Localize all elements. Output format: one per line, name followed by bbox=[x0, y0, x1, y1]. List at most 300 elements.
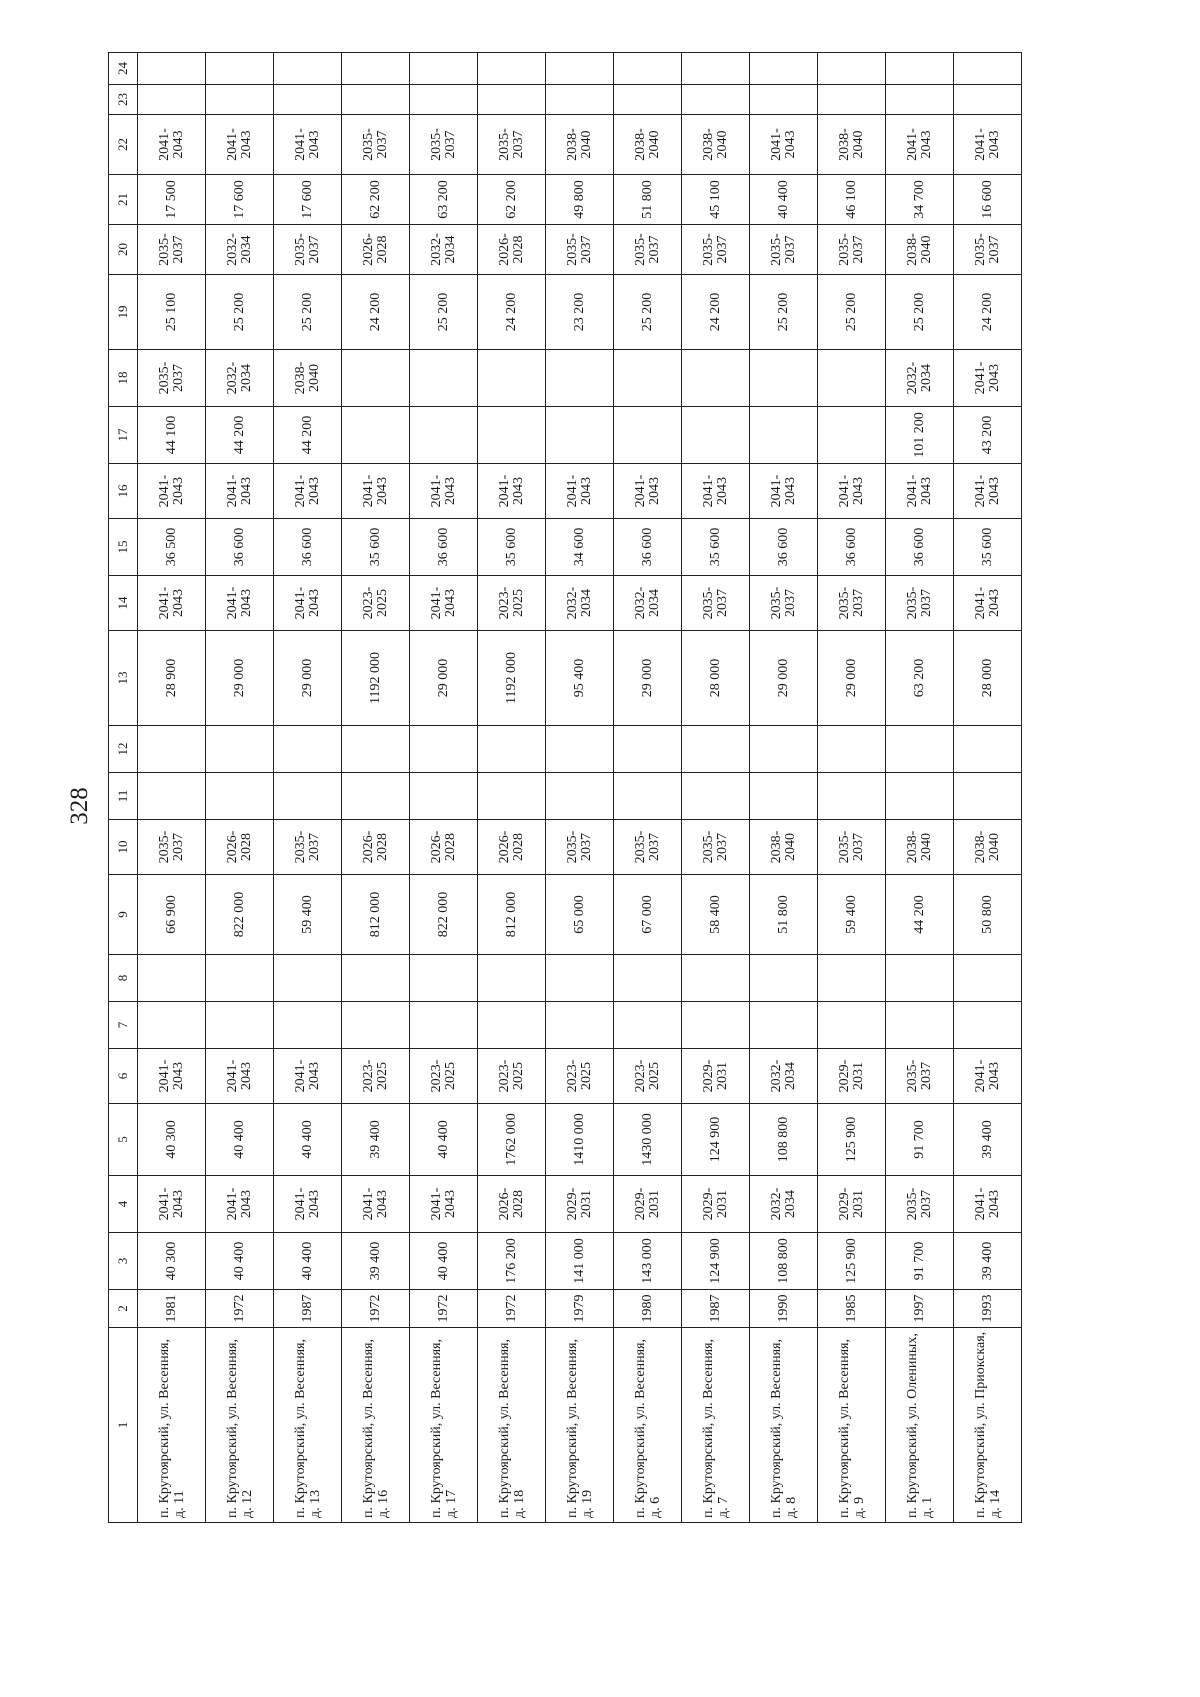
table-row bbox=[682, 53, 750, 1523]
table-cell-col-15: 36 600 bbox=[410, 519, 478, 576]
table-cell-col-22 bbox=[614, 115, 682, 175]
address-cell: п. Крутоярский, ул. Весенняя, д. 11 bbox=[138, 1328, 206, 1523]
table-cell-col-19: 25 200 bbox=[750, 275, 818, 350]
table-cell-col-21: 17 600 bbox=[274, 175, 342, 225]
table-cell-col-23 bbox=[614, 85, 682, 115]
year-range: 2032- 2034 bbox=[768, 1187, 798, 1221]
year-range: 2038- 2040 bbox=[292, 361, 322, 395]
column-header-10: 10 bbox=[109, 820, 138, 875]
table-cell-col-7 bbox=[478, 1002, 546, 1049]
year-range: 2041- 2043 bbox=[768, 128, 798, 161]
table-cell-col-2: 1993 bbox=[954, 1290, 1022, 1328]
table-body bbox=[109, 53, 1022, 1523]
table-cell-col-17 bbox=[342, 407, 410, 464]
table-cell-col-16 bbox=[954, 464, 1022, 519]
table-cell-col-24 bbox=[886, 53, 954, 85]
year-range: 2035- 2037 bbox=[700, 586, 730, 620]
address-cell: п. Крутоярский, ул. Весенняя, д. 19 bbox=[546, 1328, 614, 1523]
column-header-22: 22 bbox=[109, 115, 138, 175]
table-cell-col-5: 108 800 bbox=[750, 1104, 818, 1176]
table-cell-col-3: 40 400 bbox=[410, 1233, 478, 1290]
table-cell-col-24 bbox=[546, 53, 614, 85]
table-cell-col-13: 63 200 bbox=[886, 631, 954, 726]
year-range: 2041- 2043 bbox=[156, 1187, 186, 1221]
table-cell-col-8 bbox=[818, 955, 886, 1002]
table-cell-col-24 bbox=[954, 53, 1022, 85]
table-cell-col-2: 1972 bbox=[478, 1290, 546, 1328]
table-cell-col-14 bbox=[410, 576, 478, 631]
table-cell-col-10 bbox=[342, 820, 410, 875]
table-cell-col-22 bbox=[206, 115, 274, 175]
table-cell-col-10 bbox=[954, 820, 1022, 875]
table-cell-col-5: 40 400 bbox=[410, 1104, 478, 1176]
column-header-14: 14 bbox=[109, 576, 138, 631]
table-cell-col-12 bbox=[478, 726, 546, 773]
table-row bbox=[750, 53, 818, 1523]
year-range: 2041- 2043 bbox=[972, 128, 1002, 161]
table-cell-col-22 bbox=[818, 115, 886, 175]
table-cell-col-13: 29 000 bbox=[206, 631, 274, 726]
table-cell-col-15: 36 600 bbox=[818, 519, 886, 576]
year-range: 2029- 2031 bbox=[700, 1187, 730, 1221]
table-cell-col-4 bbox=[546, 1176, 614, 1233]
table-cell-col-9: 66 900 bbox=[138, 875, 206, 955]
year-range: 2023- 2025 bbox=[564, 1059, 594, 1093]
table-cell-col-3: 40 400 bbox=[274, 1233, 342, 1290]
table-cell-col-11 bbox=[342, 773, 410, 820]
table-row bbox=[818, 53, 886, 1523]
table-cell-col-7 bbox=[750, 1002, 818, 1049]
table-cell-col-23 bbox=[886, 85, 954, 115]
column-header-5: 5 bbox=[109, 1104, 138, 1176]
year-range: 2035- 2037 bbox=[972, 233, 1002, 266]
table-cell-col-24 bbox=[614, 53, 682, 85]
column-header-8: 8 bbox=[109, 955, 138, 1002]
year-range: 2035- 2037 bbox=[564, 233, 594, 266]
table-cell-col-15: 35 600 bbox=[478, 519, 546, 576]
year-range: 2026- 2028 bbox=[496, 1187, 526, 1221]
table-cell-col-18 bbox=[342, 350, 410, 407]
year-range: 2035- 2037 bbox=[904, 586, 934, 620]
table-cell-col-20 bbox=[274, 225, 342, 275]
table-cell-col-20 bbox=[138, 225, 206, 275]
year-range: 2038- 2040 bbox=[836, 128, 866, 161]
column-header-12: 12 bbox=[109, 726, 138, 773]
table-cell-col-7 bbox=[682, 1002, 750, 1049]
year-range: 2023- 2025 bbox=[428, 1059, 458, 1093]
table-cell-col-21: 16 600 bbox=[954, 175, 1022, 225]
table-cell-col-10 bbox=[614, 820, 682, 875]
table-cell-col-7 bbox=[954, 1002, 1022, 1049]
table-cell-col-22 bbox=[682, 115, 750, 175]
table-cell-col-9: 822 000 bbox=[410, 875, 478, 955]
table-cell-col-24 bbox=[342, 53, 410, 85]
address-cell: п. Крутоярский, ул. Олениных, д. 1 bbox=[886, 1328, 954, 1523]
column-header-19: 19 bbox=[109, 275, 138, 350]
table-cell-col-17: 43 200 bbox=[954, 407, 1022, 464]
table-cell-col-4 bbox=[818, 1176, 886, 1233]
table-cell-col-10 bbox=[478, 820, 546, 875]
table-cell-col-2: 1990 bbox=[750, 1290, 818, 1328]
table-cell-col-2: 1981 bbox=[138, 1290, 206, 1328]
year-range: 2041- 2043 bbox=[972, 1187, 1002, 1221]
table-cell-col-15: 36 600 bbox=[886, 519, 954, 576]
table-cell-col-5: 40 300 bbox=[138, 1104, 206, 1176]
table-cell-col-24 bbox=[410, 53, 478, 85]
table-cell-col-17: 101 200 bbox=[886, 407, 954, 464]
year-range: 2035- 2037 bbox=[768, 233, 798, 266]
table-cell-col-5: 125 900 bbox=[818, 1104, 886, 1176]
table-cell-col-7 bbox=[342, 1002, 410, 1049]
table-cell-col-7 bbox=[546, 1002, 614, 1049]
column-header-13: 13 bbox=[109, 631, 138, 726]
address-cell: п. Крутоярский, ул. Весенняя, д. 18 bbox=[478, 1328, 546, 1523]
table-cell-col-6 bbox=[274, 1049, 342, 1104]
table-cell-col-23 bbox=[954, 85, 1022, 115]
table-cell-col-12 bbox=[206, 726, 274, 773]
year-range: 2038- 2040 bbox=[904, 233, 934, 266]
table-cell-col-22 bbox=[274, 115, 342, 175]
table-cell-col-3: 108 800 bbox=[750, 1233, 818, 1290]
year-range: 2026- 2028 bbox=[360, 830, 390, 864]
table-cell-col-9: 51 800 bbox=[750, 875, 818, 955]
year-range: 2035- 2037 bbox=[904, 1059, 934, 1093]
table-cell-col-19: 24 200 bbox=[954, 275, 1022, 350]
table-cell-col-17: 44 100 bbox=[138, 407, 206, 464]
table-cell-col-23 bbox=[682, 85, 750, 115]
year-range: 2041- 2043 bbox=[428, 474, 458, 508]
table-cell-col-23 bbox=[546, 85, 614, 115]
table-cell-col-2: 1987 bbox=[274, 1290, 342, 1328]
table-cell-col-13: 28 000 bbox=[954, 631, 1022, 726]
table-cell-col-24 bbox=[478, 53, 546, 85]
address-cell: п. Крутоярский, ул. Приокская, д. 14 bbox=[954, 1328, 1022, 1523]
table-cell-col-15: 35 600 bbox=[342, 519, 410, 576]
table-cell-col-16 bbox=[274, 464, 342, 519]
address-cell: п. Крутоярский, ул. Весенняя, д. 17 bbox=[410, 1328, 478, 1523]
table-cell-col-11 bbox=[750, 773, 818, 820]
year-range: 2041- 2043 bbox=[496, 474, 526, 508]
table-cell-col-4 bbox=[138, 1176, 206, 1233]
table-cell-col-9: 59 400 bbox=[274, 875, 342, 955]
table-cell-col-19: 25 200 bbox=[614, 275, 682, 350]
table-cell-col-3: 125 900 bbox=[818, 1233, 886, 1290]
table-cell-col-18 bbox=[750, 350, 818, 407]
table-cell-col-18 bbox=[478, 350, 546, 407]
year-range: 2026- 2028 bbox=[496, 233, 526, 266]
year-range: 2035- 2037 bbox=[700, 233, 730, 266]
table-cell-col-23 bbox=[342, 85, 410, 115]
table-cell-col-14 bbox=[342, 576, 410, 631]
table-cell-col-22 bbox=[954, 115, 1022, 175]
table-cell-col-24 bbox=[138, 53, 206, 85]
table-cell-col-10 bbox=[682, 820, 750, 875]
year-range: 2026- 2028 bbox=[360, 233, 390, 266]
table-cell-col-13: 29 000 bbox=[274, 631, 342, 726]
table-cell-col-11 bbox=[682, 773, 750, 820]
table-cell-col-10 bbox=[750, 820, 818, 875]
table-cell-col-8 bbox=[138, 955, 206, 1002]
table-cell-col-5: 40 400 bbox=[206, 1104, 274, 1176]
year-range: 2029- 2031 bbox=[632, 1187, 662, 1221]
year-range: 2041- 2043 bbox=[904, 128, 934, 161]
year-range: 2029- 2031 bbox=[836, 1059, 866, 1093]
table-cell-col-6 bbox=[818, 1049, 886, 1104]
column-header-21: 21 bbox=[109, 175, 138, 225]
table-cell-col-2: 1979 bbox=[546, 1290, 614, 1328]
table-cell-col-18 bbox=[546, 350, 614, 407]
table-cell-col-20 bbox=[682, 225, 750, 275]
column-header-6: 6 bbox=[109, 1049, 138, 1104]
table-cell-col-5: 1410 000 bbox=[546, 1104, 614, 1176]
table-cell-col-13: 29 000 bbox=[750, 631, 818, 726]
table-cell-col-22 bbox=[138, 115, 206, 175]
table-cell-col-23 bbox=[478, 85, 546, 115]
year-range: 2041- 2043 bbox=[904, 474, 934, 508]
table-cell-col-14 bbox=[614, 576, 682, 631]
table-row bbox=[410, 53, 478, 1523]
table-cell-col-3: 40 400 bbox=[206, 1233, 274, 1290]
table-cell-col-24 bbox=[818, 53, 886, 85]
table-cell-col-18 bbox=[138, 350, 206, 407]
year-range: 2041- 2043 bbox=[972, 361, 1002, 395]
table-cell-col-4 bbox=[614, 1176, 682, 1233]
table-cell-col-19: 23 200 bbox=[546, 275, 614, 350]
table-cell-col-7 bbox=[410, 1002, 478, 1049]
year-range: 2029- 2031 bbox=[564, 1187, 594, 1221]
table-cell-col-2: 1987 bbox=[682, 1290, 750, 1328]
table-cell-col-16 bbox=[682, 464, 750, 519]
table-cell-col-11 bbox=[410, 773, 478, 820]
table-cell-col-7 bbox=[614, 1002, 682, 1049]
year-range: 2035- 2037 bbox=[496, 128, 526, 161]
table-cell-col-4 bbox=[954, 1176, 1022, 1233]
table-cell-col-11 bbox=[138, 773, 206, 820]
address-cell: п. Крутоярский, ул. Весенняя, д. 12 bbox=[206, 1328, 274, 1523]
year-range: 2035- 2037 bbox=[564, 830, 594, 864]
table-cell-col-3: 40 300 bbox=[138, 1233, 206, 1290]
table-row bbox=[138, 53, 206, 1523]
table-cell-col-20 bbox=[410, 225, 478, 275]
table-cell-col-21: 62 200 bbox=[478, 175, 546, 225]
table-cell-col-14 bbox=[818, 576, 886, 631]
table-cell-col-8 bbox=[546, 955, 614, 1002]
table-cell-col-8 bbox=[886, 955, 954, 1002]
table-cell-col-18 bbox=[886, 350, 954, 407]
table-cell-col-22 bbox=[750, 115, 818, 175]
column-header-20: 20 bbox=[109, 225, 138, 275]
year-range: 2041- 2043 bbox=[428, 586, 458, 620]
column-header-3: 3 bbox=[109, 1233, 138, 1290]
table-cell-col-18 bbox=[954, 350, 1022, 407]
table-row bbox=[478, 53, 546, 1523]
table-cell-col-9: 812 000 bbox=[478, 875, 546, 955]
table-cell-col-3: 141 000 bbox=[546, 1233, 614, 1290]
table-cell-col-14 bbox=[886, 576, 954, 631]
year-range: 2035- 2037 bbox=[700, 830, 730, 864]
table-cell-col-4 bbox=[410, 1176, 478, 1233]
table-cell-col-12 bbox=[886, 726, 954, 773]
table-cell-col-19: 25 200 bbox=[886, 275, 954, 350]
year-range: 2041- 2043 bbox=[972, 474, 1002, 508]
table-cell-col-12 bbox=[410, 726, 478, 773]
table-cell-col-13: 29 000 bbox=[818, 631, 886, 726]
table-cell-col-6 bbox=[886, 1049, 954, 1104]
table-cell-col-5: 1430 000 bbox=[614, 1104, 682, 1176]
table-cell-col-20 bbox=[342, 225, 410, 275]
table-cell-col-19: 24 200 bbox=[342, 275, 410, 350]
table-cell-col-13: 29 000 bbox=[410, 631, 478, 726]
table-cell-col-11 bbox=[206, 773, 274, 820]
table-cell-col-18 bbox=[818, 350, 886, 407]
table-cell-col-23 bbox=[206, 85, 274, 115]
address-cell: п. Крутоярский, ул. Весенняя, д. 8 bbox=[750, 1328, 818, 1523]
year-range: 2041- 2043 bbox=[224, 128, 254, 161]
table-cell-col-9: 50 800 bbox=[954, 875, 1022, 955]
column-header-1: 1 bbox=[109, 1328, 138, 1523]
year-range: 2035- 2037 bbox=[292, 830, 322, 864]
column-header-7: 7 bbox=[109, 1002, 138, 1049]
table-cell-col-3: 176 200 bbox=[478, 1233, 546, 1290]
table-cell-col-15: 36 600 bbox=[274, 519, 342, 576]
table-cell-col-14 bbox=[750, 576, 818, 631]
renovation-schedule-table bbox=[108, 52, 1022, 1523]
year-range: 2023- 2025 bbox=[360, 586, 390, 620]
table-cell-col-13: 29 000 bbox=[614, 631, 682, 726]
table-cell-col-6 bbox=[342, 1049, 410, 1104]
table-cell-col-3: 124 900 bbox=[682, 1233, 750, 1290]
year-range: 2029- 2031 bbox=[836, 1187, 866, 1221]
table-cell-col-22 bbox=[342, 115, 410, 175]
table-cell-col-4 bbox=[342, 1176, 410, 1233]
table-cell-col-20 bbox=[818, 225, 886, 275]
table-cell-col-23 bbox=[138, 85, 206, 115]
table-cell-col-14 bbox=[206, 576, 274, 631]
table-cell-col-7 bbox=[206, 1002, 274, 1049]
year-range: 2041- 2043 bbox=[224, 1187, 254, 1221]
year-range: 2032- 2034 bbox=[224, 361, 254, 395]
table-row bbox=[206, 53, 274, 1523]
year-range: 2041- 2043 bbox=[292, 1059, 322, 1093]
table-cell-col-13: 28 000 bbox=[682, 631, 750, 726]
table-row bbox=[342, 53, 410, 1523]
table-cell-col-19: 24 200 bbox=[478, 275, 546, 350]
year-range: 2035- 2037 bbox=[632, 233, 662, 266]
table-cell-col-9: 812 000 bbox=[342, 875, 410, 955]
table-cell-col-8 bbox=[478, 955, 546, 1002]
table-cell-col-14 bbox=[478, 576, 546, 631]
table-cell-col-17 bbox=[614, 407, 682, 464]
table-cell-col-24 bbox=[682, 53, 750, 85]
year-range: 2035- 2037 bbox=[768, 586, 798, 620]
address-cell: п. Крутоярский, ул. Весенняя, д. 13 bbox=[274, 1328, 342, 1523]
column-header-9: 9 bbox=[109, 875, 138, 955]
column-header-18: 18 bbox=[109, 350, 138, 407]
table-cell-col-19: 25 200 bbox=[818, 275, 886, 350]
table-cell-col-16 bbox=[206, 464, 274, 519]
year-range: 2032- 2034 bbox=[428, 233, 458, 266]
table-cell-col-20 bbox=[954, 225, 1022, 275]
year-range: 2035- 2037 bbox=[156, 830, 186, 864]
year-range: 2041- 2043 bbox=[224, 474, 254, 508]
table-cell-col-23 bbox=[818, 85, 886, 115]
table-cell-col-21: 49 800 bbox=[546, 175, 614, 225]
year-range: 2023- 2025 bbox=[496, 1059, 526, 1093]
column-header-24: 24 bbox=[109, 53, 138, 85]
table-cell-col-7 bbox=[886, 1002, 954, 1049]
column-header-23: 23 bbox=[109, 85, 138, 115]
table-cell-col-11 bbox=[886, 773, 954, 820]
year-range: 2041- 2043 bbox=[292, 586, 322, 620]
table-cell-col-17 bbox=[546, 407, 614, 464]
table-cell-col-5: 39 400 bbox=[342, 1104, 410, 1176]
table-cell-col-9: 44 200 bbox=[886, 875, 954, 955]
table-cell-col-2: 1980 bbox=[614, 1290, 682, 1328]
year-range: 2029- 2031 bbox=[700, 1059, 730, 1093]
year-range: 2041- 2043 bbox=[972, 1059, 1002, 1093]
table-cell-col-17 bbox=[750, 407, 818, 464]
table-cell-col-15: 35 600 bbox=[682, 519, 750, 576]
table-cell-col-19: 25 200 bbox=[410, 275, 478, 350]
year-range: 2023- 2025 bbox=[496, 586, 526, 620]
year-range: 2041- 2043 bbox=[292, 474, 322, 508]
year-range: 2041- 2043 bbox=[156, 128, 186, 161]
table-cell-col-14 bbox=[954, 576, 1022, 631]
table-cell-col-7 bbox=[818, 1002, 886, 1049]
table-row bbox=[546, 53, 614, 1523]
year-range: 2032- 2034 bbox=[224, 233, 254, 266]
year-range: 2035- 2037 bbox=[428, 128, 458, 161]
year-range: 2041- 2043 bbox=[632, 474, 662, 508]
table-cell-col-10 bbox=[410, 820, 478, 875]
table-cell-col-20 bbox=[206, 225, 274, 275]
table-cell-col-10 bbox=[138, 820, 206, 875]
table-cell-col-3: 143 000 bbox=[614, 1233, 682, 1290]
table-cell-col-14 bbox=[546, 576, 614, 631]
table-cell-col-11 bbox=[614, 773, 682, 820]
table-cell-col-8 bbox=[342, 955, 410, 1002]
table-cell-col-19: 25 100 bbox=[138, 275, 206, 350]
column-header-15: 15 bbox=[109, 519, 138, 576]
table-cell-col-16 bbox=[886, 464, 954, 519]
table-cell-col-6 bbox=[750, 1049, 818, 1104]
table-cell-col-9: 65 000 bbox=[546, 875, 614, 955]
table-cell-col-15: 36 600 bbox=[206, 519, 274, 576]
year-range: 2038- 2040 bbox=[768, 830, 798, 864]
address-cell: п. Крутоярский, ул. Весенняя, д. 9 bbox=[818, 1328, 886, 1523]
table-cell-col-3: 39 400 bbox=[954, 1233, 1022, 1290]
table-cell-col-5: 1762 000 bbox=[478, 1104, 546, 1176]
table-cell-col-12 bbox=[750, 726, 818, 773]
table-cell-col-16 bbox=[478, 464, 546, 519]
table-cell-col-11 bbox=[818, 773, 886, 820]
table-cell-col-9: 822 000 bbox=[206, 875, 274, 955]
table-cell-col-6 bbox=[614, 1049, 682, 1104]
table-cell-col-16 bbox=[818, 464, 886, 519]
year-range: 2035- 2037 bbox=[156, 233, 186, 266]
year-range: 2041- 2043 bbox=[564, 474, 594, 508]
table-cell-col-11 bbox=[478, 773, 546, 820]
table-row bbox=[614, 53, 682, 1523]
column-number-header-row bbox=[109, 53, 138, 1523]
table-cell-col-18 bbox=[682, 350, 750, 407]
table-cell-col-13: 1192 000 bbox=[478, 631, 546, 726]
table-cell-col-17 bbox=[682, 407, 750, 464]
table-cell-col-12 bbox=[954, 726, 1022, 773]
table-cell-col-6 bbox=[954, 1049, 1022, 1104]
table-cell-col-16 bbox=[342, 464, 410, 519]
table-cell-col-15: 36 500 bbox=[138, 519, 206, 576]
